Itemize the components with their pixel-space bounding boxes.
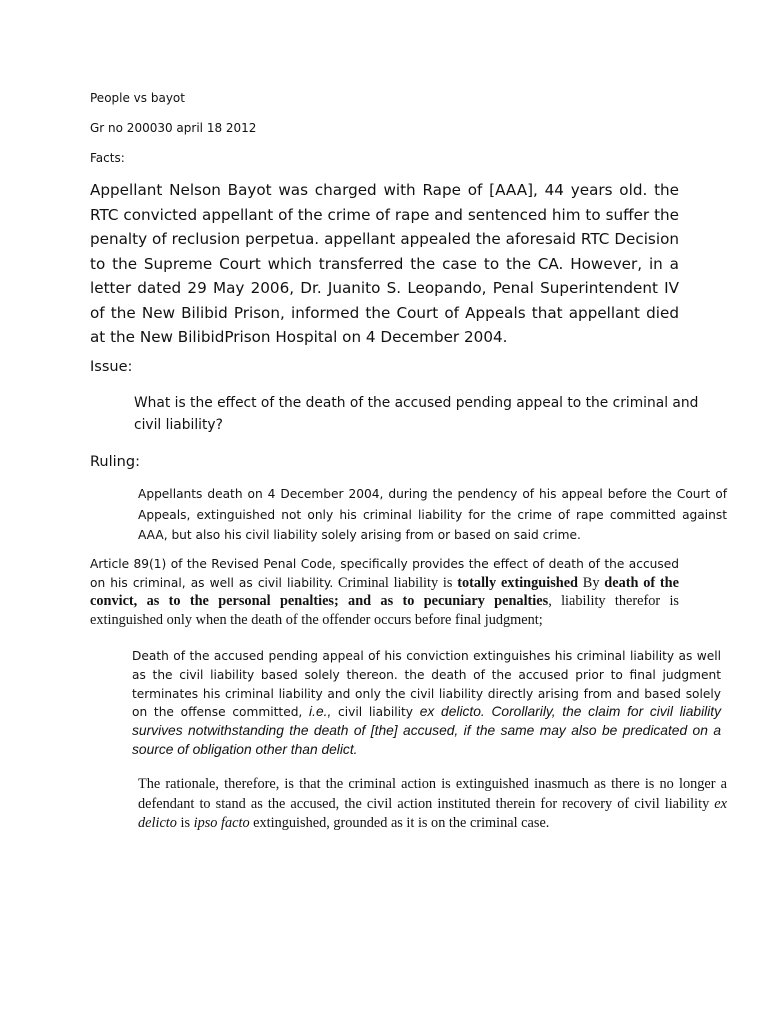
ruling-heading: Ruling: <box>90 454 140 470</box>
ruling-paragraph-1 <box>90 484 727 546</box>
case-gr-number: Gr no 200030 april 18 2012 <box>90 121 257 135</box>
issue-heading: Issue: <box>90 359 133 375</box>
article-89-text-b: By <box>578 574 605 591</box>
ruling-paragraph-4-ipso-facto: ipso facto <box>193 815 250 831</box>
ruling-paragraph-3-text-b: civil liability <box>331 705 420 720</box>
ruling-paragraph-1-text: Appellants death on 4 December 2004, during the pendency of his appeal before the Court of Appeals, extinguished not only his criminal liability for the crime of rape committed against AAA, but also his civil liability solely arising from or based on said crime. <box>138 487 727 542</box>
ruling-paragraph-2 <box>90 555 679 629</box>
ruling-paragraph-3 <box>90 647 721 760</box>
article-89-bold-a: totally extinguished <box>457 574 579 591</box>
issue-question-text: What is the effect of the death of the accused pending appeal to the criminal and civil liability? <box>134 395 699 433</box>
facts-paragraph: Appellant Nelson Bayot was charged with Rape of [AAA], 44 years old. the RTC convicted appellant of the crime of rape and sentenced him to suffer the penalty of reclusion perpetua. appellant appealed the aforesaid RTC Decision to the Supreme Court which transferred the case to the CA. However, in a letter dated 29 May 2006, Dr. Juanito S. Leopando, Penal Superintendent IV of the New Bilibid Prison, informed the Court of Appeals that appellant died at the New BilibidPrison Hospital on 4 December 2004. <box>90 181 679 346</box>
article-89-intro: Article 89(1) of the Revised Penal Code, specifically provides the effect of death of the accused on his criminal, as well as civil liability. <box>90 557 679 590</box>
ruling-paragraph-4-text-a: The rationale, therefore, is that the criminal action is extinguished inasmuch as there is no longer a defendant to stand as the accused, the civil action instituted therein for recovery of civil liability <box>138 776 727 812</box>
ruling-paragraph-4 <box>90 775 727 834</box>
case-title: People vs bayot <box>90 91 185 105</box>
issue-question <box>90 392 723 436</box>
article-89-text-a: Criminal liability is <box>333 574 458 591</box>
article-89-bold-b: death of the convict, as to the personal penalties; and as to pecuniary penalties <box>90 574 679 609</box>
ruling-paragraph-3-italic: ex delicto. Corollarily, the claim for civil liability survives notwithstanding the death of [the] accused, if the same may also be predicated on a source of obligation other than delict. <box>132 704 721 757</box>
ruling-paragraph-4-text-b: is <box>176 815 194 831</box>
ruling-paragraph-3-ie: i.e., <box>309 704 332 720</box>
ruling-paragraph-3-text-a: Death of the accused pending appeal of his conviction extinguishes his criminal liability as well as the civil liability based solely thereon. the death of the accused prior to final judgment terminates his criminal liability and only the civil liability directly arising from and based solely on the offense committed, <box>132 649 721 720</box>
ruling-paragraph-4-text-c: extinguished, grounded as it is on the criminal case. <box>249 815 550 831</box>
facts-heading: Facts: <box>90 151 125 165</box>
ruling-paragraph-4-ex-delicto: ex delicto <box>138 795 727 831</box>
article-89-text-c: , liability therefor is extinguished only when the death of the offender occurs before final judgment; <box>90 593 679 628</box>
